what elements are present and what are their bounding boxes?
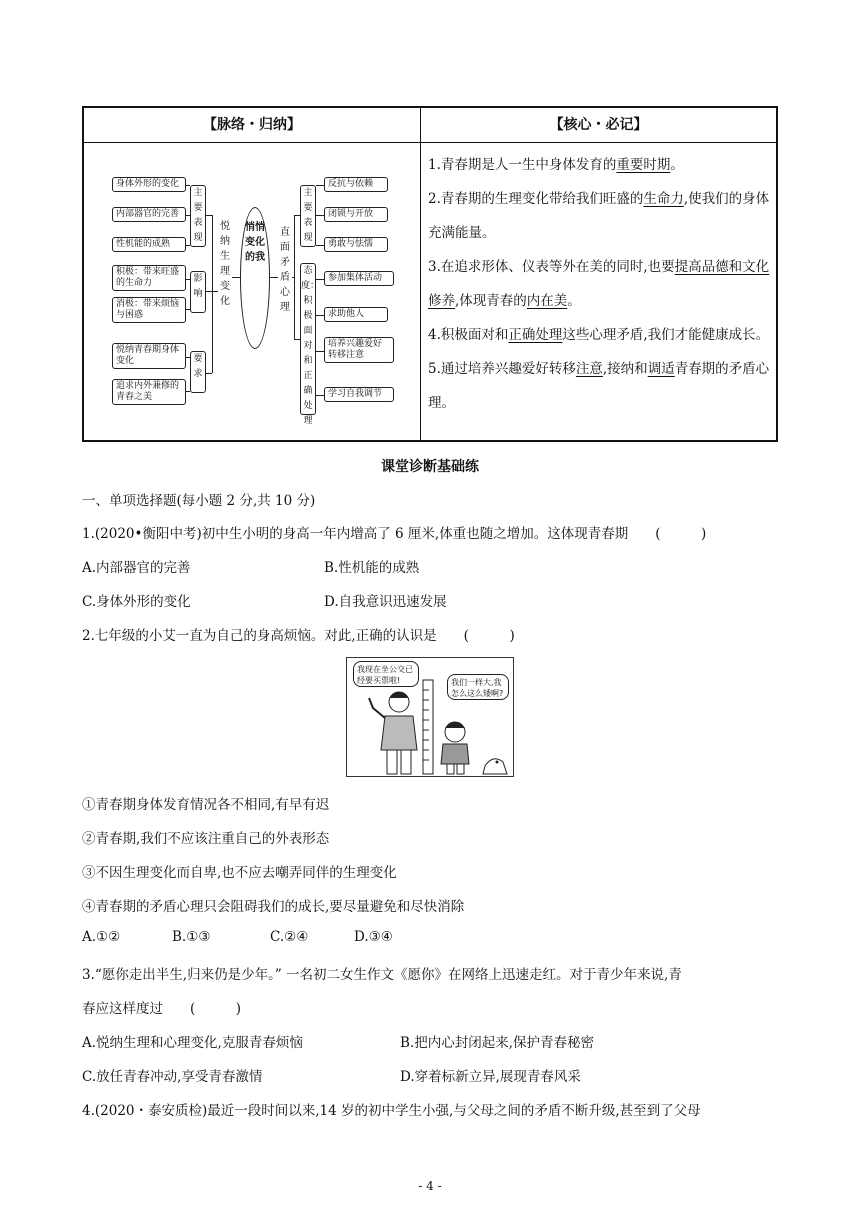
- mindmap-item: 性机能的成熟: [112, 237, 186, 252]
- core-point-5: 5.通过培养兴趣爱好转移注意,接纳和调适青春期的矛盾心理。: [428, 361, 770, 411]
- part-heading: 一、单项选择题(每小题 2 分,共 10 分): [82, 493, 316, 509]
- mindmap-item: 积极：带来旺盛的生命力: [112, 265, 186, 291]
- mindmap-item: 闭锁与开放: [324, 207, 388, 222]
- mindmap-group-label: 影响: [190, 271, 206, 313]
- mindmap-group-label: 主要表现: [190, 185, 206, 247]
- core-point-4: 4.积极面对和正确处理这些心理矛盾,我们才能健康成长。: [428, 327, 770, 343]
- page-number: - 4 -: [418, 1179, 442, 1193]
- connector-line: [270, 277, 278, 278]
- connector-line: [206, 373, 212, 374]
- question-2-statement-4: ④青春期的矛盾心理只会阻碍我们的成长,要尽量避免和尽快消除: [82, 899, 465, 915]
- right-header: 【核心・必记】: [549, 117, 648, 133]
- connector-line: [316, 215, 324, 216]
- connector-line: [316, 395, 324, 396]
- mindmap-branch-left: 悦纳生理变化: [220, 221, 230, 307]
- connector-line: [316, 279, 324, 280]
- connector-line: [232, 277, 240, 278]
- connector-line: [212, 215, 213, 373]
- connector-line: [206, 215, 212, 216]
- cartoon-illustration: [346, 657, 514, 777]
- mindmap-item: 培养兴趣爱好转移注意: [324, 337, 394, 363]
- question-2-stem: 2.七年级的小艾一直为自己的身高烦恼。对此,正确的认识是 ( ): [82, 628, 515, 644]
- core-point-1: 1.青春期是人一生中身体发育的重要时期。: [428, 157, 684, 173]
- mindmap-item: 反抗与依赖: [324, 177, 388, 192]
- connector-line: [316, 351, 324, 352]
- mindmap-group-label: 主要表现: [300, 185, 316, 247]
- question-2-option-a: A.①②: [82, 929, 121, 945]
- question-1-option-c: C.身体外形的变化: [82, 594, 191, 610]
- question-1-option-d: D.自我意识迅速发展: [324, 594, 447, 610]
- mindmap-group-label: 态度：积极面对和正确处理: [300, 263, 316, 415]
- mindmap-item: 勇敢与怯懦: [324, 237, 388, 252]
- mindmap-branch-right: 直面矛盾心理: [280, 227, 290, 313]
- mindmap-group-label: 要求: [190, 351, 206, 393]
- question-2-option-b: B.①③: [172, 929, 211, 945]
- question-3-stem-line1: 3.“愿你走出半生,归来仍是少年。” 一名初二女生作文《愿你》在网络上迅速走红。对于青少年来说,青: [82, 967, 682, 983]
- left-header: 【脉络・归纳】: [203, 117, 301, 133]
- connector-line: [292, 277, 295, 278]
- question-3-option-d: D.穿着标新立异,展现青春风采: [400, 1069, 581, 1085]
- mindmap-item: 消极：带来烦恼与困惑: [112, 297, 186, 323]
- connector-line: [294, 339, 300, 340]
- mindmap-item: 学习自我调节: [324, 387, 394, 402]
- mindmap-center: 悄悄变化的我: [240, 207, 270, 349]
- question-1-option-a: A.内部器官的完善: [82, 560, 191, 576]
- connector-line: [186, 279, 190, 280]
- connector-line: [186, 185, 190, 186]
- question-2-statement-2: ②青春期,我们不应该注重自己的外表形态: [82, 831, 330, 847]
- question-3-option-a: A.悦纳生理和心理变化,克服青春烦恼: [82, 1035, 303, 1051]
- question-2-statement-3: ③不因生理变化而自卑,也不应去嘲弄同伴的生理变化: [82, 865, 397, 881]
- summary-table: [82, 106, 778, 442]
- connector-line: [316, 315, 324, 316]
- question-2-statement-1: ①青春期身体发育情况各不相同,有早有迟: [82, 797, 330, 813]
- connector-line: [206, 291, 218, 292]
- column-divider: [420, 108, 421, 440]
- core-points: [428, 148, 772, 420]
- connector-line: [186, 357, 190, 358]
- mindmap-item: 内部器官的完善: [112, 207, 186, 222]
- question-4-stem: 4.(2020・泰安质检)最近一段时间以来,14 岁的初中学生小强,与父母之间的矛盾不断升级,甚至到了父母: [82, 1103, 701, 1119]
- mindmap-item: 参加集体活动: [324, 271, 394, 286]
- question-1-stem: 1.(2020•衡阳中考)初中生小明的身高一年内增高了 6 厘米,体重也随之增加。这体现青春期 ( ): [82, 526, 707, 542]
- connector-line: [294, 215, 300, 216]
- connector-line: [186, 309, 190, 310]
- mindmap-item: 悦纳青春期身体变化: [112, 343, 186, 369]
- question-3-option-c: C.放任青春冲动,享受青春激情: [82, 1069, 263, 1085]
- section-title: 课堂诊断基础练: [381, 459, 479, 475]
- mindmap-item: 追求内外兼修的青春之美: [112, 379, 186, 405]
- core-point-3: 3.在追求形体、仪表等外在美的同时,也要提高品德和文化修养,体现青春的内在美。: [428, 259, 770, 309]
- mindmap-item: 身体外形的变化: [112, 177, 186, 192]
- question-3-option-b: B.把内心封闭起来,保护青春秘密: [400, 1035, 595, 1051]
- table-header-row: [84, 108, 776, 143]
- mind-map: [106, 147, 410, 437]
- mindmap-item: 求助他人: [324, 307, 388, 322]
- question-1-option-b: B.性机能的成熟: [324, 560, 420, 576]
- core-point-2: 2.青春期的生理变化带给我们旺盛的生命力,使我们的身体充满能量。: [428, 191, 770, 241]
- question-2-option-c: C.②④: [270, 929, 309, 945]
- connector-line: [186, 391, 190, 392]
- connector-line: [316, 245, 324, 246]
- speech-bubble-tall-boy: 我现在坐公交已经要买票啦!: [353, 661, 419, 687]
- connector-line: [186, 215, 190, 216]
- connector-line: [316, 185, 324, 186]
- speech-bubble-short-boy: 我们一样大,我怎么这么矮啊?: [447, 674, 509, 700]
- question-3-stem-line2: 春应这样度过 ( ): [82, 1001, 242, 1017]
- connector-line: [186, 245, 190, 246]
- question-2-option-d: D.③④: [354, 929, 393, 945]
